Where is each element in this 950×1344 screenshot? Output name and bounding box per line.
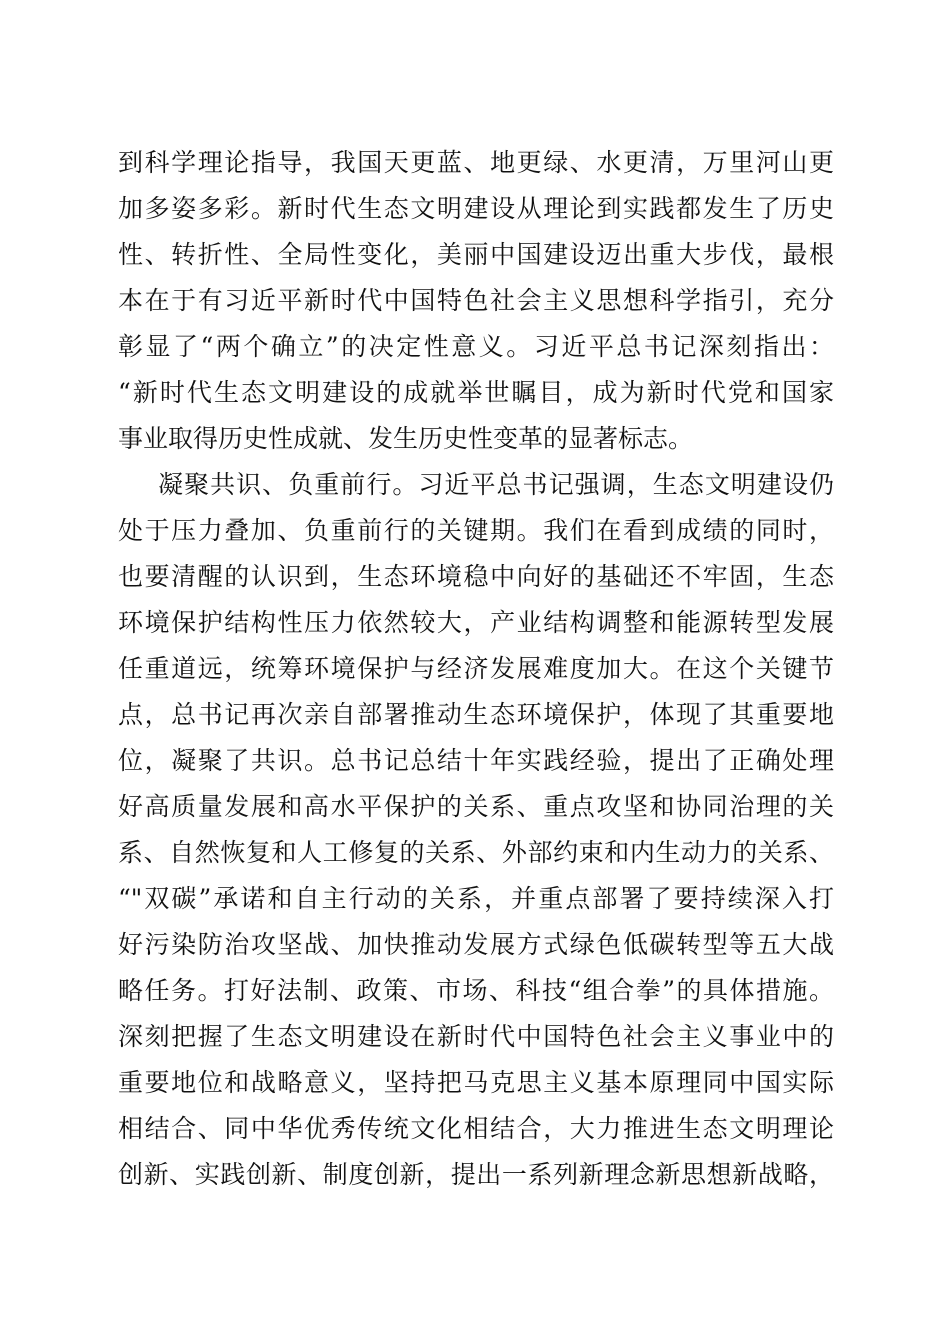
text-line: 彰显了“两个确立”的决定性意义。习近平总书记深刻指出： <box>118 332 834 361</box>
text-line: 处于压力叠加、负重前行的关键期。我们在看到成绩的同时， <box>118 516 834 545</box>
text-line: 创新、实践创新、制度创新，提出一系列新理念新思想新战略， <box>118 1160 834 1189</box>
paragraph-start-line: 凝聚共识、负重前行。习近平总书记强调，生态文明建设仍 <box>158 470 834 499</box>
text-line: 略任务。打好法制、政策、市场、科技“组合拳”的具体措施。 <box>118 976 834 1005</box>
text-line: 深刻把握了生态文明建设在新时代中国特色社会主义事业中的 <box>118 1022 834 1051</box>
text-line: 好污染防治攻坚战、加快推动发展方式绿色低碳转型等五大战 <box>118 930 834 959</box>
text-line: 任重道远，统筹环境保护与经济发展难度加大。在这个关键节 <box>118 654 834 683</box>
text-line: 系、自然恢复和人工修复的关系、外部约束和内生动力的关系、 <box>118 838 834 867</box>
text-line: 也要清醒的认识到，生态环境稳中向好的基础还不牢固，生态 <box>118 562 834 591</box>
text-line: 相结合、同中华优秀传统文化相结合，大力推进生态文明理论 <box>118 1114 834 1143</box>
text-line: 事业取得历史性成就、发生历史性变革的显著标志。 <box>118 424 694 453</box>
text-line: 重要地位和战略意义，坚持把马克思主义基本原理同中国实际 <box>118 1068 834 1097</box>
text-line: 到科学理论指导，我国天更蓝、地更绿、水更清，万里河山更 <box>118 148 834 177</box>
text-line: “新时代生态文明建设的成就举世瞩目，成为新时代党和国家 <box>118 378 834 407</box>
text-line: “"双碳”承诺和自主行动的关系，并重点部署了要持续深入打 <box>118 884 834 913</box>
text-line: 本在于有习近平新时代中国特色社会主义思想科学指引，充分 <box>118 286 834 315</box>
text-line: 环境保护结构性压力依然较大，产业结构调整和能源转型发展 <box>118 608 834 637</box>
text-line: 性、转折性、全局性变化，美丽中国建设迈出重大步伐，最根 <box>118 240 834 269</box>
text-line: 点，总书记再次亲自部署推动生态环境保护，体现了其重要地 <box>118 700 834 729</box>
text-line: 位，凝聚了共识。总书记总结十年实践经验，提出了正确处理 <box>118 746 834 775</box>
text-line: 加多姿多彩。新时代生态文明建设从理论到实践都发生了历史 <box>118 194 834 223</box>
text-line: 好高质量发展和高水平保护的关系、重点攻坚和协同治理的关 <box>118 792 834 821</box>
